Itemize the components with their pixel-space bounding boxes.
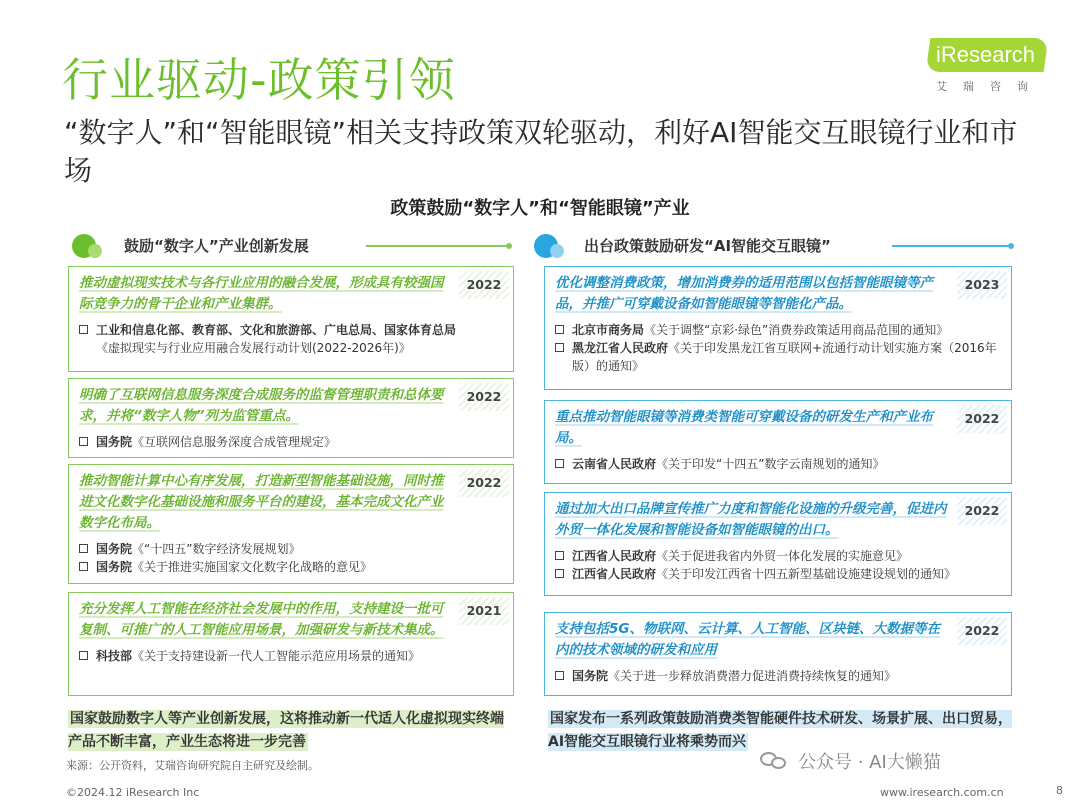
copyright: ©2024.12 iResearch Inc: [66, 786, 200, 799]
left-summary-text: 国家鼓励数字人等产业创新发展，这将推动新一代适人化虚拟现实终端产品不断丰富，产业生态将进一步完善: [68, 711, 504, 750]
policy-source-list: [545, 661, 1011, 689]
policy-source: [79, 540, 505, 558]
source-organization: 工业和信息化部、教育部、文化和旅游部、广电总局、国家体育总局: [96, 323, 457, 337]
policy-source: [555, 455, 1003, 473]
policy-source: [79, 321, 505, 357]
logo-text: iResearch: [936, 42, 1036, 67]
policy-source: [555, 565, 1003, 583]
policy-source-list: [69, 315, 513, 361]
policy-source-list: [69, 534, 513, 580]
wechat-icon: [760, 750, 788, 772]
left-heading-line-end: [506, 243, 512, 249]
section-title: 政策鼓励“数字人”和“智能眼镜”产业: [390, 198, 690, 219]
iresearch-logo: [928, 38, 1048, 98]
policy-year: 2022: [957, 617, 1007, 645]
policy-headline: 支持包括5G、物联网、云计算、人工智能、区块链、大数据等在内的技术领域的研发和应用: [555, 621, 940, 658]
source-organization: 国务院: [96, 435, 133, 449]
policy-headline: 推动智能计算中心有序发展，打造新型智能基础设施，同时推进文化数字化基础设施和服务平台的建设，基本完成文化产业数字化布局。: [79, 473, 444, 531]
policy-source-list: [69, 641, 513, 669]
checkbox-square-icon: [79, 544, 88, 553]
watermark: [760, 748, 941, 774]
right-heading-line: [892, 245, 1012, 247]
source-document: 《关于调整“京彩·绿色”消费券政策适用商品范围的通知》: [644, 323, 949, 337]
policy-headline: 明确了互联网信息服务深度合成服务的监督管理职责和总体要求，并将“数字人物”列为监管重点。: [79, 387, 444, 424]
green-circle-small-icon: [88, 244, 102, 258]
source-organization: 江西省人民政府: [572, 567, 657, 581]
policy-card: [68, 464, 514, 584]
checkbox-square-icon: [555, 569, 564, 578]
watermark-text: 公众号 · AI大懒猫: [798, 752, 941, 773]
policy-headline: 充分发挥人工智能在经济社会发展中的作用，支持建设一批可复制、可推广的人工智能应用场景，加强研发与新技术集成。: [79, 601, 444, 638]
right-column-heading: 出台政策鼓励研发“AI智能交互眼镜”: [584, 237, 831, 255]
source-document: 《关于印发“十四五”数字云南规划的通知》: [656, 457, 885, 471]
source-document: 《关于支持建设新一代人工智能示范应用场景的通知》: [132, 649, 421, 663]
source-document: 《虚拟现实与行业应用融合发展行动计划(2022-2026年)》: [96, 341, 411, 355]
checkbox-square-icon: [79, 562, 88, 571]
checkbox-square-icon: [555, 325, 564, 334]
source-organization: 北京市商务局: [572, 323, 645, 337]
source-document: 《“十四五”数字经济发展规划》: [132, 542, 301, 556]
policy-year: 2023: [957, 271, 1007, 299]
policy-year: 2022: [459, 271, 509, 299]
source-organization: 科技部: [96, 649, 133, 663]
source-organization: 云南省人民政府: [572, 457, 657, 471]
source-document: 《关于推进实施国家文化数字化战略的意见》: [132, 560, 373, 574]
policy-card: [68, 266, 514, 372]
source-document: 《关于印发江西省十四五新型基础设施建设规划的通知》: [656, 567, 957, 581]
policy-card: [68, 378, 514, 458]
left-heading-line: [366, 245, 510, 247]
policy-year: 2021: [459, 597, 509, 625]
policy-source: [555, 321, 1003, 339]
policy-year: 2022: [459, 383, 509, 411]
source-organization: 国务院: [96, 542, 133, 556]
policy-year: 2022: [459, 469, 509, 497]
source-organization: 国务院: [572, 669, 609, 683]
policy-headline: 推动虚拟现实技术与各行业应用的融合发展，形成具有较强国际竞争力的骨干企业和产业集群。: [79, 275, 444, 312]
policy-card: [68, 592, 514, 696]
policy-year: 2022: [957, 405, 1007, 433]
policy-source-list: [545, 315, 1011, 379]
policy-card: [544, 400, 1012, 484]
source-document: 《关于促进我省内外贸一体化发展的实施意见》: [656, 549, 909, 563]
source-note: 来源：公开资料，艾瑞咨询研究院自主研究及绘制。: [66, 759, 319, 772]
checkbox-square-icon: [79, 437, 88, 446]
checkbox-square-icon: [555, 459, 564, 468]
source-document: 《关于印发黑龙江省互联网+流通行动计划实施方案（2016年版）的通知》: [572, 341, 997, 373]
source-organization: 江西省人民政府: [572, 549, 657, 563]
policy-card: [544, 612, 1012, 696]
page-title: 行业驱动-政策引领: [62, 53, 456, 107]
left-column-heading: 鼓励“数字人”产业创新发展: [124, 237, 309, 255]
right-heading-line-end: [1008, 243, 1014, 249]
policy-card: [544, 492, 1012, 596]
policy-source: [555, 667, 1003, 685]
policy-source-list: [69, 427, 513, 455]
checkbox-square-icon: [555, 551, 564, 560]
left-summary: [68, 708, 514, 754]
checkbox-square-icon: [79, 325, 88, 334]
checkbox-square-icon: [555, 343, 564, 352]
source-organization: 国务院: [96, 560, 133, 574]
policy-source: [79, 433, 505, 451]
policy-source-list: [545, 541, 1011, 587]
policy-source-list: [545, 449, 1011, 477]
website-url: www.iresearch.com.cn: [880, 786, 1004, 799]
logo-subtext: 艾瑞咨询: [936, 80, 1044, 93]
policy-headline: 重点推动智能眼镜等消费类智能可穿戴设备的研发生产和产业布局。: [555, 409, 933, 446]
checkbox-square-icon: [555, 671, 564, 680]
source-organization: 黑龙江省人民政府: [572, 341, 669, 355]
policy-headline: 优化调整消费政策，增加消费券的适用范围以包括智能眼镜等产品，并推广可穿戴设备如智能眼镜等智能化产品。: [555, 275, 933, 312]
page-subtitle: “数字人”和“智能眼镜”相关支持政策双轮驱动，利好AI智能交互眼镜行业和市场: [64, 116, 1018, 187]
page-number: 8: [1056, 784, 1063, 797]
right-summary-text: 国家发布一系列政策鼓励消费类智能硬件技术研发、场景扩展、出口贸易，AI智能交互眼镜行业将乘势而兴: [548, 711, 1012, 750]
source-document: 《关于进一步释放消费潜力促进消费持续恢复的通知》: [608, 669, 897, 683]
policy-source: [555, 547, 1003, 565]
checkbox-square-icon: [79, 651, 88, 660]
policy-source: [79, 647, 505, 665]
policy-headline: 通过加大出口品牌宣传推广力度和智能化设施的升级完善，促进内外贸一体化发展和智能设备如智能眼镜的出口。: [555, 501, 947, 538]
policy-source: [79, 558, 505, 576]
policy-card: [544, 266, 1012, 390]
policy-year: 2022: [957, 497, 1007, 525]
blue-circle-small-icon: [550, 244, 564, 258]
policy-source: [555, 339, 1003, 375]
source-document: 《互联网信息服务深度合成管理规定》: [132, 435, 337, 449]
